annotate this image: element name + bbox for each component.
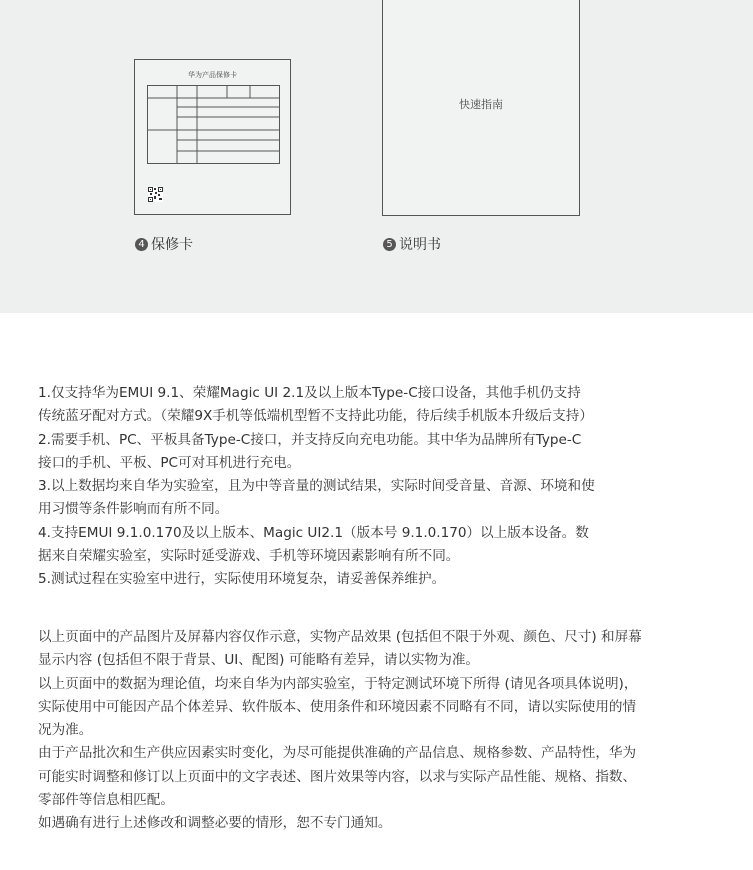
- manual-caption-label: 说明书: [399, 237, 441, 253]
- note-line: 据来自荣耀实验室，实际时延受游戏、手机等环境因素影响有所不同。: [38, 548, 460, 565]
- qr-code-icon: [148, 187, 163, 202]
- warranty-card-caption: [135, 234, 193, 254]
- note-line: 2.需要手机、PC、平板具备Type-C接口，并支持反向充电功能。其中华为品牌所有Type-C: [38, 431, 582, 448]
- warranty-card-table: [147, 85, 280, 164]
- disclaimer-line: 由于产品批次和生产供应因素实时变化，为尽可能提供准确的产品信息、规格参数、产品特性，华为: [38, 745, 637, 762]
- number-5-badge-icon: 5: [383, 238, 396, 251]
- disclaimer-line: 显示内容 (包括但不限于背景、UI、配图) 可能略有差异，请以实物为准。: [38, 652, 480, 669]
- disclaimer: [38, 626, 728, 836]
- note-line: 5.测试过程在实验室中进行，实际使用环境复杂，请妥善保养维护。: [38, 571, 446, 588]
- note-line: 1.仅支持华为EMUI 9.1、荣耀Magic UI 2.1及以上版本Type-C接口设备，其他手机仍支持: [38, 385, 581, 401]
- note-line: 接口的手机、平板、PC可对耳机进行充电。: [38, 454, 301, 471]
- accessories-panel: [0, 0, 753, 313]
- warranty-card-caption-label: 保修卡: [151, 237, 193, 253]
- disclaimer-line: 以上页面中的数据为理论值，均来自华为内部实验室，于特定测试环境下所得 (请见各项具体说明)，: [38, 675, 638, 692]
- warranty-card-title: 华为产品保修卡: [188, 71, 237, 79]
- disclaimer-line: 况为准。: [38, 722, 93, 739]
- warranty-card-illustration: [134, 59, 291, 215]
- usage-notes: [38, 382, 728, 592]
- quick-guide-title: 快速指南: [459, 98, 503, 111]
- note-line: 3.以上数据均来自华为实验室，且为中等音量的测试结果，实际时间受音量、音源、环境和使: [38, 478, 595, 495]
- disclaimer-line: 如遇确有进行上述修改和调整必要的情形，恕不专门通知。: [38, 815, 392, 832]
- disclaimer-line: 实际使用中可能因产品个体差异、软件版本、使用条件和环境因素不同略有不同，请以实际使用的情: [38, 698, 637, 715]
- note-line: 传统蓝牙配对方式。（荣耀9X手机等低端机型暂不支持此功能，待后续手机版本升级后支持）: [38, 408, 593, 425]
- quick-guide-illustration: [382, 0, 580, 216]
- number-4-badge-icon: 4: [135, 238, 148, 251]
- disclaimer-line: 以上页面中的产品图片及屏幕内容仅作示意，实物产品效果 (包括但不限于外观、颜色、尺寸) 和屏幕: [38, 629, 642, 645]
- note-line: 用习惯等条件影响而有所不同。: [38, 501, 229, 518]
- note-line: 4.支持EMUI 9.1.0.170及以上版本、Magic UI2.1（版本号 9.1.0.170）以上版本设备。数: [38, 524, 589, 541]
- disclaimer-line: 零部件等信息相匹配。: [38, 792, 174, 809]
- manual-caption: [383, 234, 441, 254]
- disclaimer-line: 可能实时调整和修订以上页面中的文字表述、图片效果等内容，以求与实际产品性能、规格、指数、: [38, 768, 637, 785]
